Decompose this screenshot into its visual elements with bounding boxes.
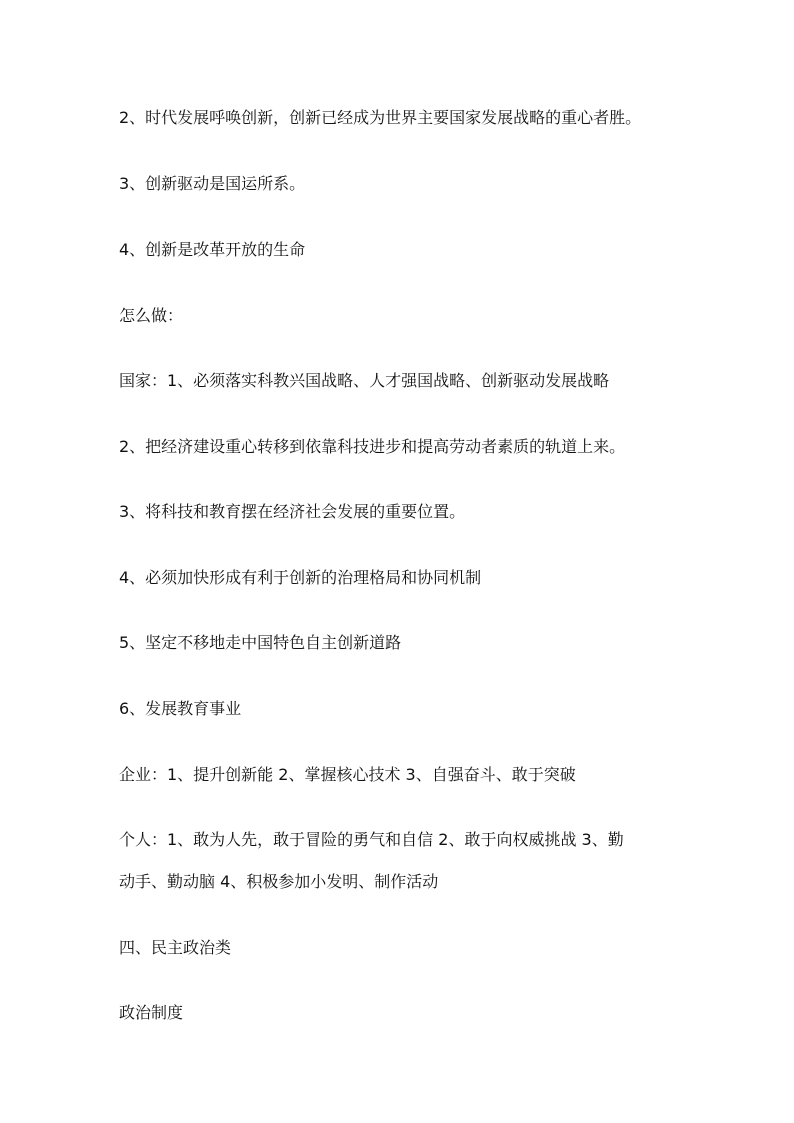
- text-line-1: 2、时代发展呼唤创新，创新已经成为世界主要国家发展战略的重心者胜。: [119, 108, 642, 127]
- text-line-11: 个人：1、敢为人先，敢于冒险的勇气和自信 2、敢于向权威挑战 3、勤: [119, 830, 624, 849]
- text-line-8: 5、坚定不移地走中国特色自主创新道路: [119, 633, 402, 652]
- text-line-5: 2、把经济建设重心转移到依靠科技进步和提高劳动者素质的轨道上来。: [119, 437, 626, 456]
- text-line-10: 企业：1、提升创新能 2、掌握核心技术 3、自强奋斗、敢于突破: [119, 765, 576, 784]
- text-line-3: 4、创新是改革开放的生命: [119, 240, 306, 259]
- section-heading-how: 怎么做：: [119, 306, 184, 325]
- text-line-12: 动手、勤动脑 4、积极参加小发明、制作活动: [119, 872, 439, 891]
- text-line-6: 3、将科技和教育摆在经济社会发展的重要位置。: [119, 502, 466, 521]
- section-heading-democracy: 四、民主政治类: [119, 938, 232, 957]
- text-line-9: 6、发展教育事业: [119, 699, 242, 718]
- text-line-2: 3、创新驱动是国运所系。: [119, 174, 306, 193]
- section-heading-political-system: 政治制度: [119, 1003, 184, 1022]
- text-line-4: 国家：1、必须落实科教兴国战略、人才强国战略、创新驱动发展战略: [119, 371, 610, 390]
- text-line-7: 4、必须加快形成有利于创新的治理格局和协同机制: [119, 568, 482, 587]
